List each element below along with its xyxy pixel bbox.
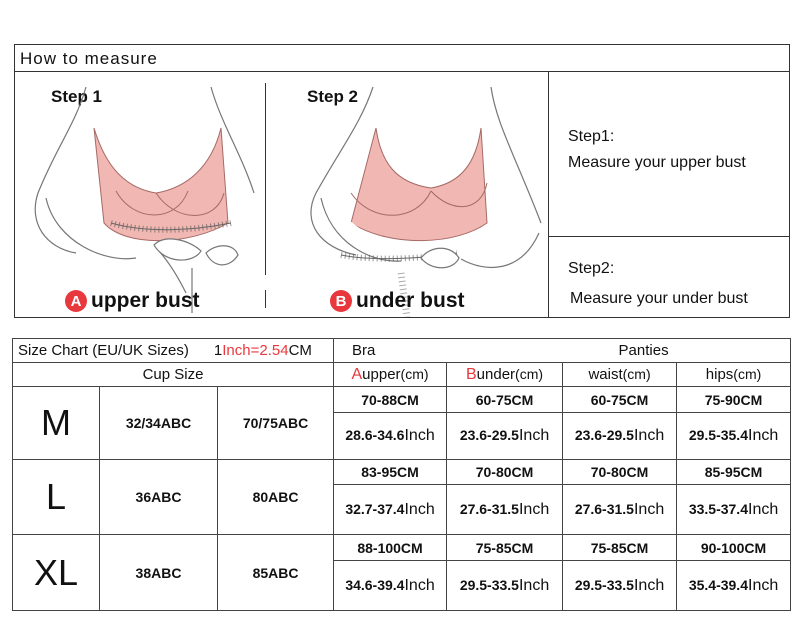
conversion-prefix: 1 xyxy=(213,342,223,359)
cup-size-label: Cup Size xyxy=(142,366,204,383)
size-row-cm xyxy=(13,535,791,561)
bra-header xyxy=(334,339,563,363)
step1-illustration xyxy=(16,73,262,317)
badge-b-icon: B xyxy=(330,290,352,312)
step1-label: Step1: xyxy=(568,128,615,145)
conversion-cm: CM xyxy=(288,342,312,359)
cup-size-eu: 32/34ABC xyxy=(100,387,218,460)
waist-label: waist xyxy=(588,366,623,383)
cup-size-eu: 36ABC xyxy=(100,460,218,535)
inch-unit: Inch xyxy=(404,576,435,594)
inch-unit: Inch xyxy=(518,427,550,444)
caption-under-bust xyxy=(330,289,465,313)
inch-unit: Inch xyxy=(748,576,779,594)
hips-inch xyxy=(677,485,791,535)
chart-title: Size Chart (EU/UK Sizes) xyxy=(18,342,189,359)
upper-cm: 70-88CM xyxy=(334,387,447,413)
step2-label: Step2: xyxy=(568,260,615,277)
upper-cm: 88-100CM xyxy=(334,535,447,561)
hips-cm: 85-95CM xyxy=(677,460,791,485)
hips-inch xyxy=(677,561,791,611)
inch-value: 32.7-37.4 xyxy=(345,500,405,517)
step1-title: Step 1 xyxy=(51,87,103,106)
inch-unit: Inch xyxy=(404,500,435,518)
upper-inch xyxy=(334,413,447,460)
under-unit: (cm) xyxy=(515,365,544,382)
upper-label: upper xyxy=(362,365,401,383)
inch-value: 28.6-34.6 xyxy=(345,427,405,443)
inch-unit: Inch xyxy=(404,427,435,444)
upper-bust-figure xyxy=(16,73,262,317)
conversion-inch: Inch xyxy=(222,342,251,359)
waist-cm: 60-75CM xyxy=(563,387,677,413)
illustration-divider xyxy=(265,83,266,275)
upper-unit: (cm) xyxy=(400,365,429,382)
under-cm: 70-80CM xyxy=(447,460,563,485)
under-inch xyxy=(447,413,563,460)
hips-cm: 90-100CM xyxy=(677,535,791,561)
inch-value: 23.6-29.5 xyxy=(459,427,519,443)
waist-inch xyxy=(563,561,677,611)
panties-header xyxy=(563,339,791,363)
bra-label: Bra xyxy=(352,342,376,359)
size-chart-table xyxy=(12,338,791,611)
chart-title-cell xyxy=(13,339,334,363)
under-cm: 60-75CM xyxy=(447,387,563,413)
upper-header xyxy=(334,363,447,387)
step1-instruction: Measure your upper bust xyxy=(568,154,746,171)
inch-value: 35.4-39.4 xyxy=(688,576,748,593)
cup-size-uk: 85ABC xyxy=(218,535,334,611)
how-to-measure-panel xyxy=(14,44,790,318)
instructions-panel xyxy=(548,72,790,317)
how-to-measure-header xyxy=(15,45,789,72)
chart-title-row xyxy=(13,339,791,363)
inch-value: 23.6-29.5 xyxy=(574,427,634,443)
inch-unit: Inch xyxy=(748,500,779,518)
hips-unit: (cm) xyxy=(733,366,762,382)
step2-illustration xyxy=(281,73,547,317)
inch-value: 29.5-35.4 xyxy=(688,427,748,443)
caption-upper-bust-text: upper bust xyxy=(91,289,200,312)
size-label: XL xyxy=(13,535,100,611)
how-to-measure-title: How to measure xyxy=(20,49,158,68)
size-rows xyxy=(13,387,791,611)
waist-cm: 70-80CM xyxy=(563,460,677,485)
panties-label: Panties xyxy=(618,342,669,359)
upper-cm: 83-95CM xyxy=(334,460,447,485)
under-bust-figure xyxy=(281,73,547,317)
step2-title: Step 2 xyxy=(307,87,359,106)
under-inch xyxy=(447,561,563,611)
cup-size-header xyxy=(13,363,334,387)
instructions-divider xyxy=(549,236,790,237)
step2-instruction: Measure your under bust xyxy=(570,290,748,307)
inch-unit: Inch xyxy=(748,427,779,444)
size-label: L xyxy=(13,460,100,535)
inch-value: 29.5-33.5 xyxy=(459,576,519,593)
inch-value: 27.6-31.5 xyxy=(459,500,519,517)
size-chart xyxy=(12,338,790,638)
hips-header xyxy=(677,363,791,387)
size-row-cm xyxy=(13,460,791,485)
caption-under-bust-text: under bust xyxy=(356,289,465,312)
under-cm: 75-85CM xyxy=(447,535,563,561)
badge-a-icon: A xyxy=(65,290,87,312)
inch-value: 27.6-31.5 xyxy=(574,500,634,517)
conversion-value: =2.54 xyxy=(250,342,289,359)
inch-unit: Inch xyxy=(518,500,550,518)
upper-inch xyxy=(334,485,447,535)
under-letter: B xyxy=(466,365,477,383)
size-row-cm xyxy=(13,387,791,413)
upper-letter: A xyxy=(351,365,363,383)
cup-size-eu: 38ABC xyxy=(100,535,218,611)
upper-inch xyxy=(334,561,447,611)
waist-unit: (cm) xyxy=(622,366,651,382)
inch-value: 29.5-33.5 xyxy=(574,576,634,593)
cup-size-uk: 70/75ABC xyxy=(218,387,334,460)
caption-divider xyxy=(265,290,266,308)
size-label: M xyxy=(13,387,100,460)
waist-inch xyxy=(563,485,677,535)
under-header xyxy=(447,363,563,387)
under-inch xyxy=(447,485,563,535)
inch-unit: Inch xyxy=(518,576,550,594)
inch-unit: Inch xyxy=(633,576,665,594)
hips-inch xyxy=(677,413,791,460)
hips-cm: 75-90CM xyxy=(677,387,791,413)
hips-label: hips xyxy=(705,366,734,383)
caption-upper-bust xyxy=(65,289,200,313)
inch-unit: Inch xyxy=(633,500,665,518)
waist-cm: 75-85CM xyxy=(563,535,677,561)
under-label: under xyxy=(476,365,516,383)
waist-header xyxy=(563,363,677,387)
waist-inch xyxy=(563,413,677,460)
inch-unit: Inch xyxy=(633,427,665,444)
cup-size-uk: 80ABC xyxy=(218,460,334,535)
column-header-row xyxy=(13,363,791,387)
inch-value: 34.6-39.4 xyxy=(345,576,405,593)
inch-value: 33.5-37.4 xyxy=(688,500,748,517)
